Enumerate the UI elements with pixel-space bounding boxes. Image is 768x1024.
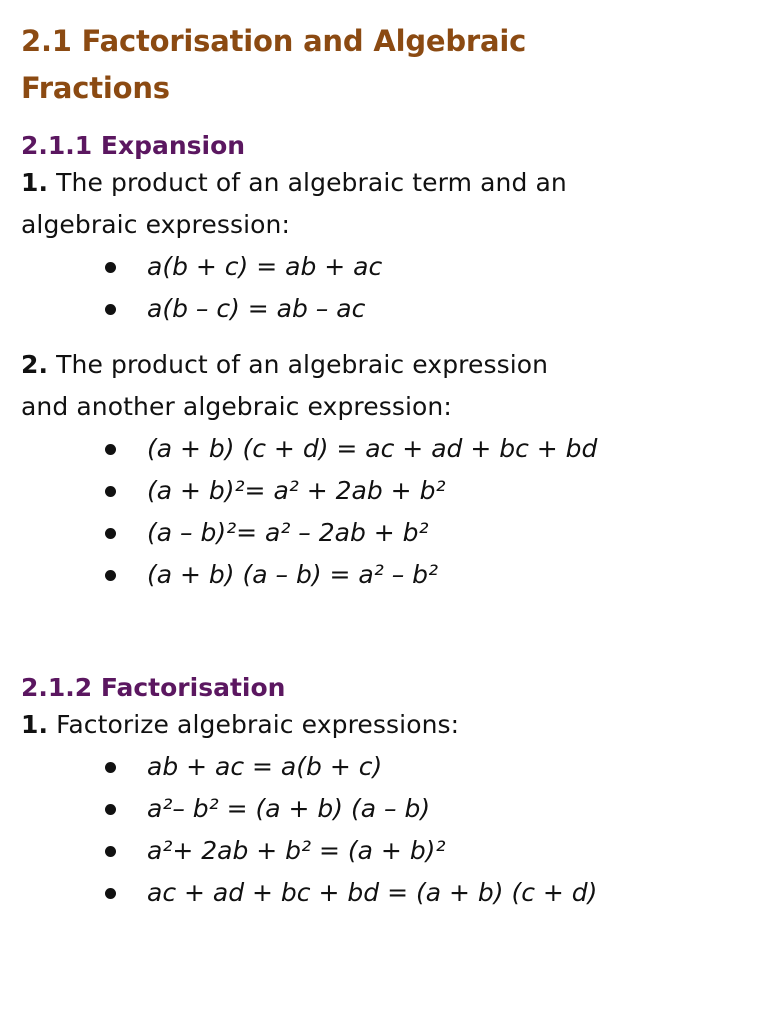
intro-line-1: Factorize algebraic expressions: — [56, 710, 460, 739]
factorisation-part-1-intro — [21, 704, 748, 746]
item-number: 1. — [21, 168, 49, 197]
formula-item — [105, 746, 748, 788]
expansion-part-1-intro — [21, 162, 748, 246]
bullet-icon — [105, 888, 116, 899]
formula-item — [105, 872, 748, 914]
formula-item — [105, 470, 748, 512]
formula-item — [105, 246, 748, 288]
formula-item — [105, 428, 748, 470]
formula-item — [105, 288, 748, 330]
intro-line-1: The product of an algebraic expression — [56, 350, 549, 379]
bullet-icon — [105, 846, 116, 857]
bullet-icon — [105, 804, 116, 815]
bullet-icon — [105, 762, 116, 773]
bullet-icon — [105, 570, 116, 581]
formula-item — [105, 512, 748, 554]
bullet-icon — [105, 528, 116, 539]
page-title — [21, 18, 748, 112]
page-title-line-2: Fractions — [21, 71, 170, 105]
spacer — [21, 112, 748, 130]
spacer — [21, 330, 748, 344]
formula-item — [105, 830, 748, 872]
item-number: 1. — [21, 710, 49, 739]
formula-text: a(b – c) = ab – ac — [147, 294, 366, 323]
formula-item — [105, 554, 748, 596]
expansion-part-2-formulas — [21, 428, 748, 596]
spacer — [21, 596, 748, 672]
intro-line-1: The product of an algebraic term and an — [56, 168, 567, 197]
factorisation-heading: 2.1.2 Factorisation — [21, 673, 286, 702]
expansion-part-1-formulas — [21, 246, 748, 330]
page-title-line-1: 2.1 Factorisation and Algebraic — [21, 24, 527, 58]
expansion-section — [21, 130, 748, 596]
bullet-icon — [105, 304, 116, 315]
factorisation-part-1-formulas — [21, 746, 748, 914]
formula-text: ac + ad + bc + bd = (a + b) (c + d) — [147, 878, 598, 907]
item-number: 2. — [21, 350, 49, 379]
formula-text: (a + b) (c + d) = ac + ad + bc + bd — [147, 434, 598, 463]
bullet-icon — [105, 486, 116, 497]
formula-text: (a – b)²= a² – 2ab + b² — [147, 518, 429, 547]
formula-text: a²– b² = (a + b) (a – b) — [147, 794, 431, 823]
expansion-heading: 2.1.1 Expansion — [21, 131, 246, 160]
formula-text: (a + b)²= a² + 2ab + b² — [147, 476, 446, 505]
expansion-part-2-intro — [21, 344, 748, 428]
intro-line-2: and another algebraic expression: — [21, 392, 452, 421]
formula-text: a(b + c) = ab + ac — [147, 252, 383, 281]
formula-text: ab + ac = a(b + c) — [147, 752, 383, 781]
formula-text: a²+ 2ab + b² = (a + b)² — [147, 836, 446, 865]
bullet-icon — [105, 262, 116, 273]
formula-text: (a + b) (a – b) = a² – b² — [147, 560, 439, 589]
formula-item — [105, 788, 748, 830]
factorisation-section — [21, 672, 748, 914]
bullet-icon — [105, 444, 116, 455]
intro-line-2: algebraic expression: — [21, 210, 290, 239]
